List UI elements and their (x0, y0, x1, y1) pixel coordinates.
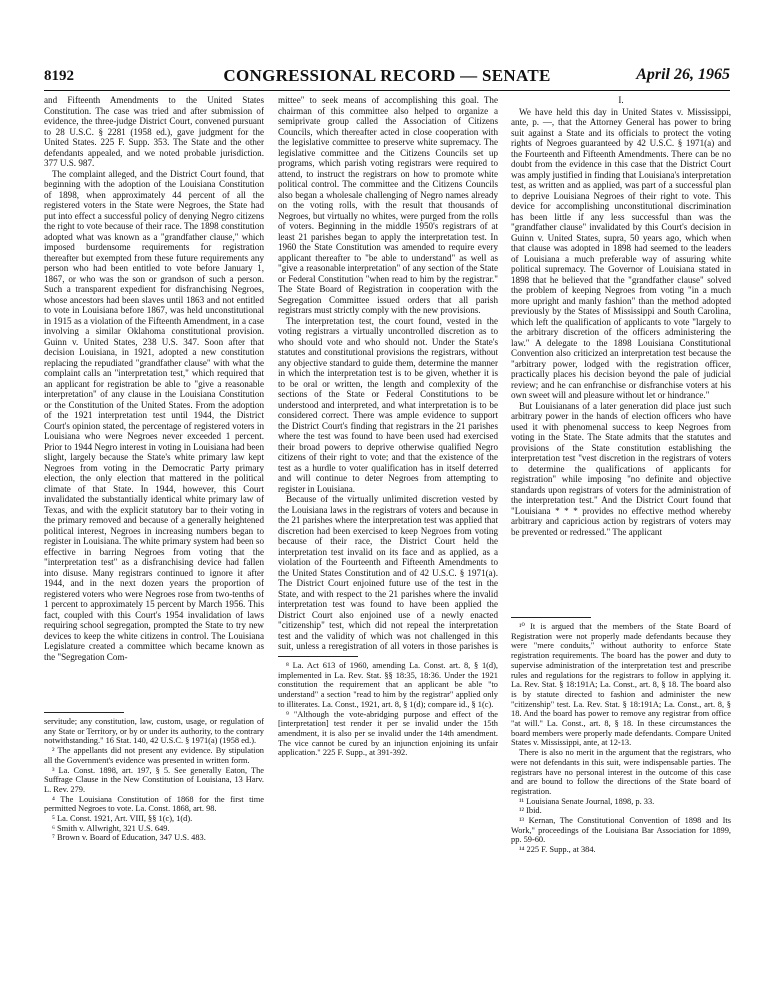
footnote: ⁴ The Louisiana Constitution of 1868 for the first time permitted Negroes to vote. La. Const. 1868, art. 98. (44, 794, 264, 814)
page-header (44, 66, 730, 88)
footnote: ⁶ Smith v. Allwright, 321 U.S. 649. (52, 823, 170, 833)
journal-title: CONGRESSIONAL RECORD — SENATE (223, 66, 551, 85)
column-1 (44, 95, 264, 843)
body-paragraph: Because of the virtually unlimited discretion vested by the Louisiana laws in the registrars of voters and because in the 21 parishes where the interpretation test was applied that discretion had been exercised to keep Negroes from voting because of their race, the District Court held the interpretation test invalid on its face and as applied, as a violation of the Fourteenth and Fifteenth Amendments to the United States Constitution and of 42 U.S.C. § 1971(a). The District Court enjoined future use of the test in the State, and with respect to the 21 parishes where the invalid interpretation test was found to have been applied the District Court also enjoined use of a newly enacted "citizenship" test, which did not repeal the interpretation test and the validity of which was not challenged in this suit, unless a reregistration of all voters in those parishes is (278, 494, 498, 651)
footnote: ⁸ La. Act 613 of 1960, amending La. Const. art. 8, § 1(d), implemented in La. Rev. Stat. §§ 18:35, 18:36. Under the 1921 constitution the requirement that an applicant be able "to understand" a section "read to him by the registrar" applied only to illiterates. La. Const., 1921, art. 8, § 1(d); compare id., § 1(c). (278, 661, 498, 709)
footnote-divider (278, 656, 358, 657)
column-1-body (44, 95, 264, 707)
footnote: There is also no merit in the argument that the registrars, who were not defendants in this suit, were indispensable parties. The registrars have no personal interest in the outcome of this case and are bound to follow the directions of the State board of registration. (511, 748, 731, 796)
issue-date: April 26, 1965 (636, 66, 730, 83)
footnote-divider (44, 712, 124, 713)
body-paragraph: But Louisianans of a later generation did place just such arbitrary power in the hands of election officers who have used it with phenomenal success to keep Negroes from voting in the State. The State admits that the statutes and provisions of the State constitution establishing the interpretation test "vest discretion in the registrars of voters to determine the qualifications of applicants for registration" while imposing "no definite and objective standards upon registrars of voters for the administration of the interpretation test." And the District Court found that "Louisiana * * * provides no effective method whereby arbitrary and capricious action by registrars of voters may be prevented or redressed." The applicant (511, 400, 731, 537)
footnote: ¹² Ibid. (519, 806, 542, 816)
footnote: ⁷ Brown v. Board of Education, 347 U.S. 483. (52, 833, 206, 843)
body-paragraph: The complaint alleged, and the District Court found, that beginning with the adoption of the Louisiana Constitution of 1898, when approximately 44 percent of all the registered voters in the State were Negroes, the State had put into effect a successful policy of denying Negro citizens the right to vote because of their race. The 1898 constitution adopted what was known as a "grandfather clause," which imposed burdensome requirements for registration thereafter but exempted from these future requirements any person who had been entitled to vote before January 1, 1867, or who was the son or grandson of such a person. Such a transparent expedient for disfranchising Negroes, whose ancestors had been slaves until 1863 and not entitled to vote in Louisiana before 1867, was held unconstitutional in 1915 as a violation of the Fifteenth Amendment, in a case involving a similar Oklahoma constitutional provision. Guinn v. United States, 238 U.S. 347. Soon after that decision Louisiana, in 1921, adopted a new constitution replacing the repudiated "grandfather clause" with what the complaint calls an "interpretation test," which required that an applicant for registration be able to "give a reasonable interpretation" of any clause in the Louisiana Constitution or the Constitution of the United States. From the adoption of the 1921 interpretation test until 1944, the District Court's opinion stated, the percentage of registered voters in Louisiana who were Negroes never exceeded 1 percent. Prior to 1944 Negro interest in voting in Louisiana had been slight, largely because the State's white primary law kept Negroes from voting in the Democratic Party primary election, the only election that mattered in the political climate of that State. In 1944, however, this Court invalidated the substantially identical white primary law of Texas, and with the explicit statutory bar to their voting in the primary removed and because of a generally heightened political interest, Negroes in increasing numbers began to register in Louisiana. The white primary system had been so effective in barring Negroes from voting that the "interpretation test" as a disfranchising device had fallen into disuse. Many registrars continued to ignore it after 1944, and in the next dozen years the proportion of registered voters who were Negroes rose from two-tenths of 1 percent to approximately 15 percent by March 1956. This fact, coupled with this Court's 1954 invalidation of laws requiring school segregation, prompted the State to try new devices to keep the white citizens in control. The Louisiana Legislature created a committee which became known as the "Segregation Com- (44, 168, 264, 662)
footnote: ² The appellants did not present any evidence. By stipulation all the Government's evidence was presented in written form. (44, 746, 264, 765)
footnote: ⁵ La. Const. 1921, Art. VIII, §§ 1(c), 1(d). (52, 814, 193, 824)
footnote: ¹³ Kernan, The Constitutional Convention of 1898 and Its Work," proceedings of the Louisiana Bar Association for 1899, pp. 59-60. (511, 816, 731, 845)
footnote: ⁹ "Although the vote-abridging purpose and effect of the [interpretation] test render it per se invalid under the 15th amendment, it is also per se invalid under the 14th amendment. The vice cannot be cured by an injunction enjoining its unfair application." 225 F. Supp., at 391-392. (278, 709, 498, 758)
footnote: ¹¹ Louisiana Senate Journal, 1898, p. 33. (519, 796, 655, 806)
footnote: ³ La. Const. 1898, art. 197, § 5. See generally Eaton, The Suffrage Clause in the New Constitution of Louisiana, 13 Harv. L. Rev. 279. (44, 765, 264, 794)
column-3-footnotes (511, 622, 731, 855)
column-2 (278, 95, 498, 758)
body-paragraph: and Fifteenth Amendments to the United States Constitution. The case was tried and after submission of evidence, the three-judge District Court, convened pursuant to 28 U.S.C. § 2281 (1958 ed.), gave judgment for the United States. 225 F. Supp. 353. The State and the other defendants appealed, and we noted probable jurisdiction. 377 U.S. 987. (44, 95, 264, 168)
header-rule (44, 90, 730, 91)
footnote: servitude; any constitution, law, custom, usage, or regulation of any State or Territory, or by or under its authority, to the contrary notwithstanding." 16 Stat. 140, 42 U.S.C. § 1971(a) (1958 ed.). (44, 717, 264, 746)
body-paragraph: The interpretation test, the court found, vested in the voting registrars a virtually uncontrolled discretion as to who should vote and who should not. Under the State's statutes and constitutional provisions the registrars, without any objective standard to guide them, determine the manner in which the interpretation test is to be given, whether it is to be oral or written, the length and complexity of the sections of the State or Federal Constitutions to be understood and interpreted, and what interpretation is to be considered correct. There was ample evidence to support the District Court's finding that registrars in the 21 parishes where the test was found to have been used had exercised their broad powers to deprive otherwise qualified Negro citizens of their right to vote; and that the existence of the test as a hurdle to voter qualification has in itself deterred and will continue to deter Negroes from attempting to register in Louisiana. (278, 315, 498, 494)
column-3-body (511, 95, 731, 612)
body-paragraph: We have held this day in United States v. Mississippi, ante, p. —, that the Attorney General has power to bring suit against a State and its officials to protect the voting rights of Negroes guaranteed by 42 U.S.C. § 1971(a) and the Fourteenth and Fifteenth Amendments. There can be no doubt from the evidence in this case that the District Court was amply justified in finding that Louisiana's interpretation test, as written and as applied, was part of a successful plan to deprive Louisiana Negroes of their right to vote. This device for accomplishing unconstitutional discrimination has been little if any less successful than was the "grandfather clause" invalidated by this Court's decision in Guinn v. United States, supra, 50 years ago, which when that clause was adopted in 1898 had seemed to the leaders of Louisiana a much preferable way of assuring white political supremacy. The Governor of Louisiana stated in 1898 that he believed that the "grandfather clause" solved the problem of keeping Negroes from voting "in a much more upright and manly fashion" than the method adopted previously by the States of Mississippi and South Carolina, which left the qualification of applicants to vote "largely to the arbitrary discretion of the officers administering the law." A delegate to the 1898 Louisiana Constitutional Convention also criticized an interpretation test because the "arbitrary power, lodged with the registration officer, practically places his decision beyond the pale of judicial review; and he can enfranchise or disfranchise voters at his own sweet will and pleasure without let or hindrance." (511, 106, 731, 400)
footnote-divider (511, 617, 591, 618)
footnote: ¹⁴ 225 F. Supp., at 384. (519, 845, 596, 855)
body-paragraph: mittee" to seek means of accomplishing this goal. The chairman of this committee also helped to organize a semiprivate group called the Association of Citizens Councils, which thereafter acted in close cooperation with the legislative committee to preserve white supremacy. The legislative committee and the Citizens Councils set up programs, which parish voting registrars were required to attend, to instruct the registrars on how to promote white political control. The committee and the Citizens Councils also began a wholesale challenging of Negro names already on the voting rolls, with the result that thousands of Negroes, but virtually no whites, were purged from the rolls of voters. Beginning in the middle 1950's registrars of at least 21 parishes began to apply the interpretation test. In 1960 the State Constitution was amended to require every applicant thereafter to "be able to understand" as well as "give a reasonable interpretation" of any section of the State or Federal Constitution "when read to him by the registrar." The State Board of Registration in cooperation with the Segregation Committee issued orders that all parish registrars must strictly comply with the new provisions. (278, 95, 498, 315)
section-numeral: I. (618, 95, 624, 105)
footnote: ¹⁰ It is argued that the members of the State Board of Registration were not properly made defendants because they were "mere conduits," without authority to enforce State registration requirements. The board has the power and duty to supervise administration of the interpretation test and prescribe rules and regulations for the registrars to follow in applying it. La. Rev. Stat. § 18:191A; La. Const., art. 8, § 18. The board also is by statute directed to fashion and administer the new "citizenship" test. La. Rev. Stat. § 18:191A; La. Const., art. 8, § 18. And the board has power to remove any registrar from office "at will." La. Const., art. 8, § 18. In these circumstances the board members were properly made defendants. Compare United States v. Mississippi, ante, at 12-13. (511, 622, 731, 748)
column-2-footnotes (278, 661, 498, 758)
page-number: 8192 (44, 68, 74, 84)
column-1-footnotes (44, 717, 264, 843)
column-3 (511, 95, 731, 855)
column-2-body (278, 95, 498, 651)
